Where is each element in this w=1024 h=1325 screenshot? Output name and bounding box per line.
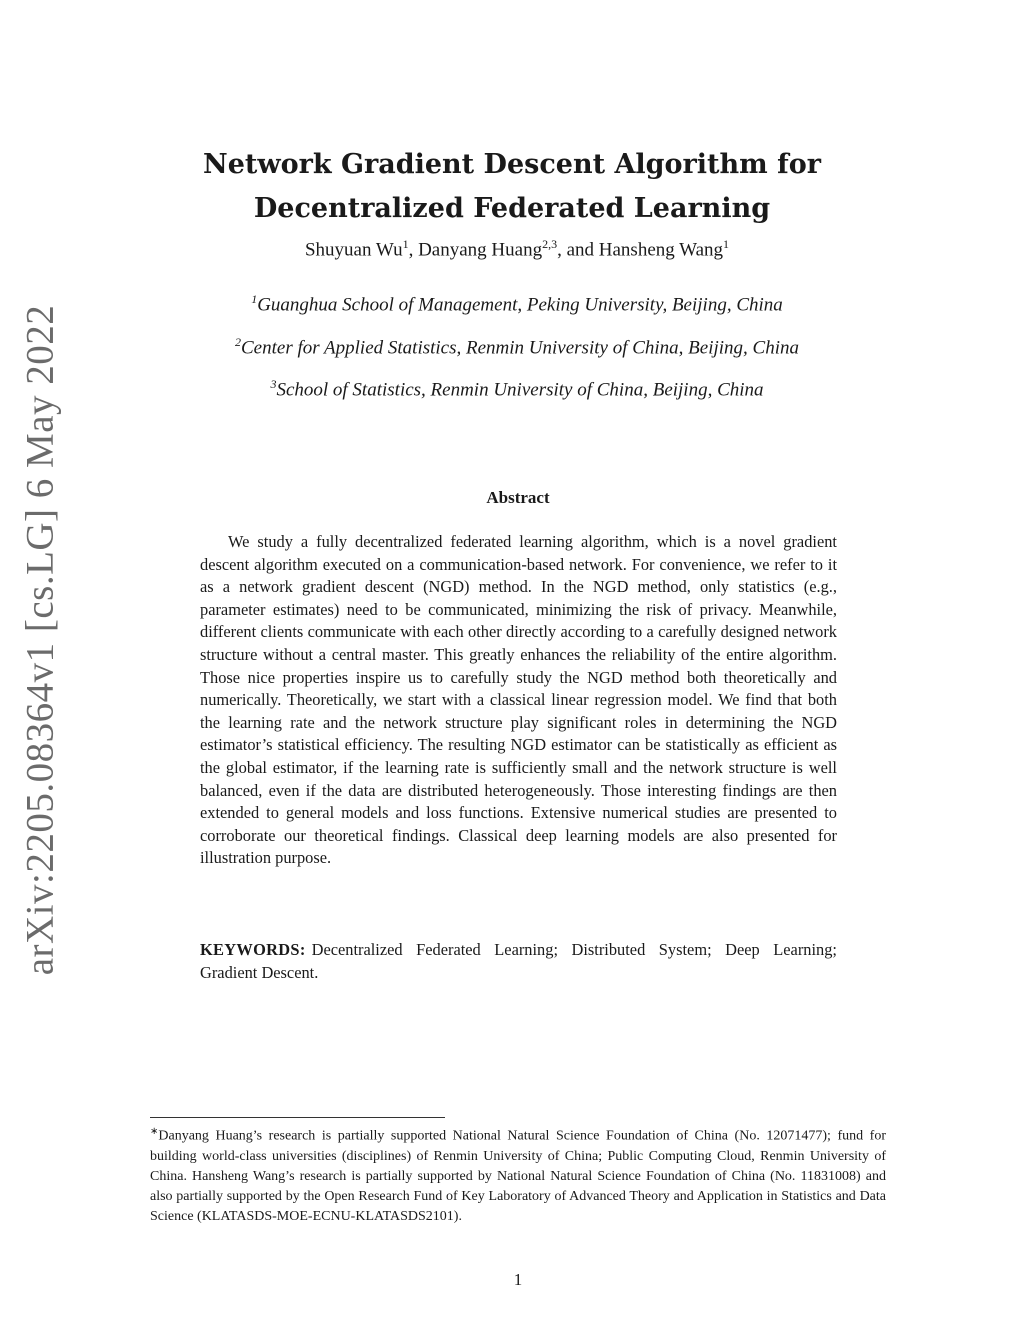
author-name: Danyang Huang	[418, 239, 543, 261]
author-separator: , and	[557, 239, 599, 261]
author-list	[0, 237, 1024, 261]
affiliation-text: Center for Applied Statistics, Renmin University of China, Beijing, China	[241, 337, 799, 359]
abstract-text: We study a fully decentralized federated learning algorithm, which is a novel gradient descent algorithm executed on a communication-based network. For convenience, we refer to it as a network gradient descent (NGD) method. In the NGD method, only statistics (e.g., parameter estimates) need to be communicated, minimizing the risk of privacy. Meanwhile, different clients communicate with each other directly according to a carefully designed network structure without a central master. This greatly enhances the reliability of the entire algorithm. Those nice properties inspire us to carefully study the NGD method both theoretically and numerically. Theoretically, we start with a classical linear regression model. We find that both the learning rate and the network structure play significant roles in determining the NGD estimator’s statistical efficiency. The resulting NGD estimator can be statistically as efficient as the global estimator, if the learning rate is sufficiently small and the network structure is well balanced, even if the data are distributed heterogeneously. Those interesting findings are then extended to general models and loss functions. Extensive numerical studies are presented to corroborate our theoretical findings. Classical deep learning models are also presented for illustration purpose.	[200, 532, 837, 868]
footnote-divider	[150, 1117, 445, 1118]
keywords-text: Decentralized Federated Learning; Distributed System; Deep Learning; Gradient Descent.	[200, 940, 837, 982]
affiliation-text: Guanghua School of Management, Peking University, Beijing, China	[257, 294, 783, 316]
affiliation-3	[0, 377, 1024, 401]
author-name: Hansheng Wang	[598, 239, 723, 261]
arxiv-identifier-stamp: arXiv:2205.08364v1 [cs.LG] 6 May 2022	[18, 304, 62, 976]
affiliation-2	[0, 335, 1024, 359]
keywords-label: KEYWORDS:	[200, 940, 306, 959]
author-affiliation-mark: 1	[402, 237, 409, 251]
paper-title	[0, 143, 1024, 231]
author-name: Shuyuan Wu	[304, 239, 403, 261]
author-affiliation-mark: 1	[723, 237, 729, 251]
author-separator: ,	[408, 239, 419, 261]
affiliation-mark: 3	[270, 377, 277, 391]
affiliation-mark: 1	[251, 292, 258, 306]
affiliation-text: School of Statistics, Renmin University of China, Beijing, China	[276, 379, 764, 401]
paper-title-line-1: Network Gradient Descent Algorithm for	[203, 149, 821, 180]
footnote-text: Danyang Huang’s research is partially supported National Natural Science Foundation of China (No. 12071477); fund for building world-class universities (disciplines) of Renmin University of China; Public Computing Cloud, Renmin University of China. Hansheng Wang’s research is partially supported by National Natural Science Foundation of China (No. 11831008) and also partially supported by the Open Research Fund of Key Laboratory of Advanced Theory and Application in Statistics and Data Science (KLATASDS-MOE-ECNU-KLATASDS2101).	[150, 1128, 886, 1225]
footnote-mark: ∗	[150, 1126, 159, 1137]
page-number: 1	[513, 1270, 523, 1289]
abstract-heading: Abstract	[486, 488, 550, 507]
author-affiliation-mark: 2,3	[542, 237, 558, 251]
paper-title-line-2: Decentralized Federated Learning	[253, 193, 771, 224]
funding-footnote	[150, 1122, 886, 1228]
keywords-section	[200, 939, 837, 984]
affiliation-mark: 2	[235, 335, 241, 349]
affiliation-1	[0, 292, 1024, 316]
